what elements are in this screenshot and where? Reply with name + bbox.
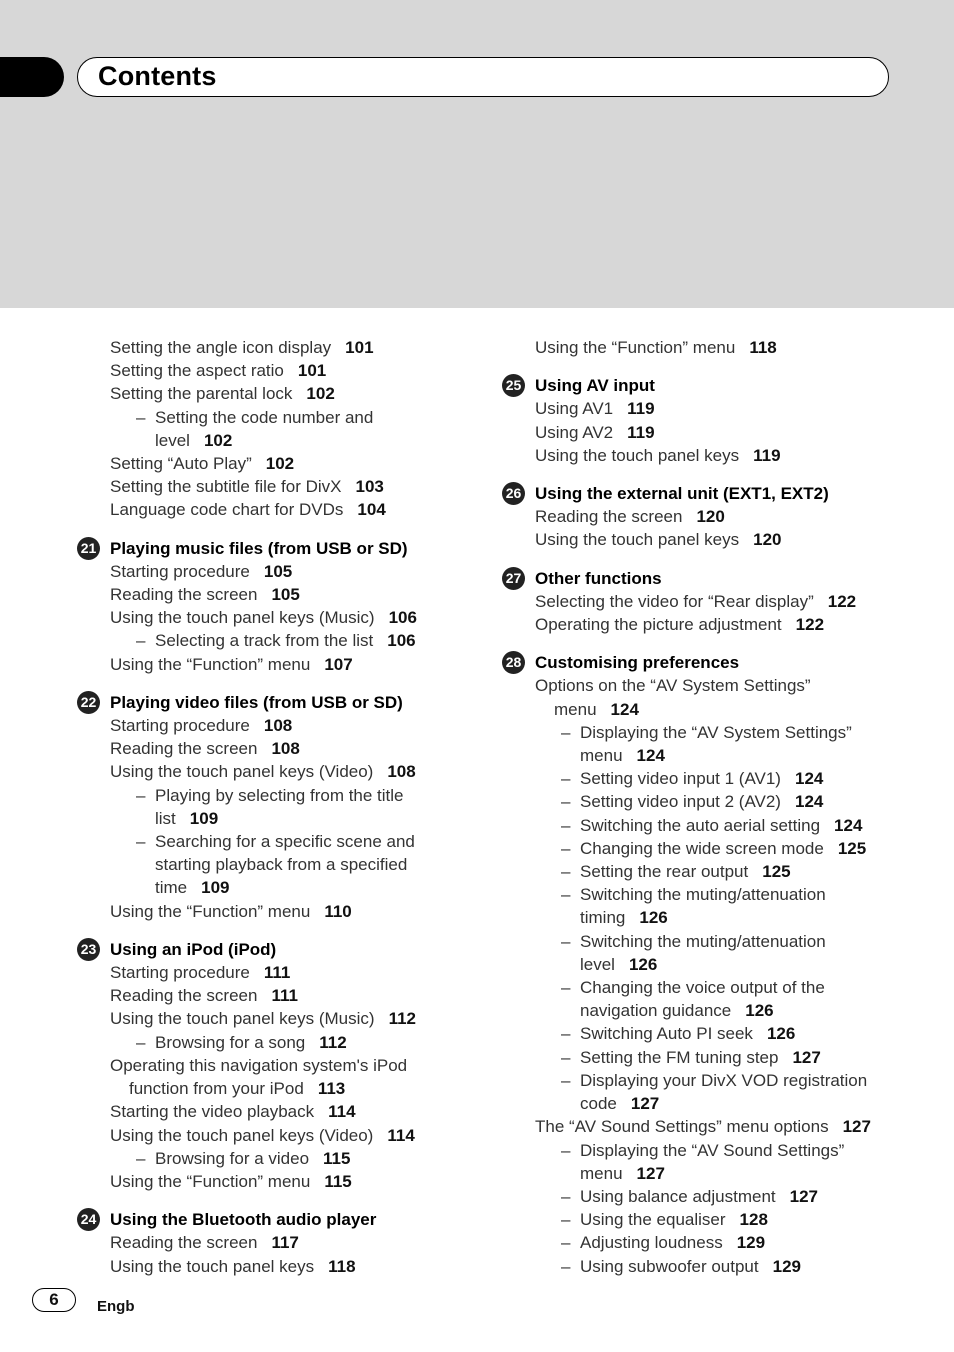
toc-subentry-continuation[interactable]: timing 126 <box>580 908 668 928</box>
toc-subentry[interactable]: – Displaying the “AV System Settings” <box>561 722 852 742</box>
toc-subentry[interactable]: – Using the equaliser 128 <box>561 1210 768 1230</box>
toc-entry[interactable]: Selecting the video for “Rear display” 122 <box>535 591 857 611</box>
toc-entry[interactable]: Language code chart for DVDs 104 <box>110 500 386 520</box>
toc-subentry-continuation[interactable]: navigation guidance 126 <box>580 1001 774 1021</box>
toc-subentry-continuation[interactable]: menu 124 <box>580 746 665 766</box>
toc-entry[interactable]: Using the touch panel keys 118 <box>110 1256 356 1276</box>
toc-entry[interactable]: Setting the parental lock 102 <box>110 384 335 404</box>
section-27 <box>502 567 922 637</box>
toc-subentry[interactable]: – Playing by selecting from the title <box>136 785 404 805</box>
toc-subentry[interactable]: – Selecting a track from the list 106 <box>136 631 416 651</box>
toc-subentry[interactable]: – Switching the muting/attenuation <box>561 931 826 951</box>
section-22 <box>77 691 477 923</box>
toc-entry[interactable]: Using the touch panel keys (Video) 108 <box>110 762 416 782</box>
toc-entry[interactable]: Using the touch panel keys 119 <box>535 445 781 465</box>
chapter-number-badge: 27 <box>502 567 525 590</box>
toc-entry[interactable]: Setting the angle icon display 101 <box>110 338 374 357</box>
toc-entry[interactable]: Using the “Function” menu 107 <box>110 654 353 674</box>
chapter-number-badge: 28 <box>502 651 525 674</box>
toc-subentry-continuation[interactable]: menu 127 <box>580 1163 665 1183</box>
language-code: Engb <box>97 1298 135 1315</box>
toc-entry[interactable]: Starting procedure 111 <box>110 963 291 983</box>
toc-entry[interactable]: Using AV1 119 <box>535 399 655 419</box>
toc-entry[interactable]: Using AV2 119 <box>535 422 655 442</box>
toc-entry[interactable]: Reading the screen 111 <box>110 986 298 1006</box>
page-title: Contents <box>98 61 217 91</box>
section-title[interactable]: 26 Using the external unit (EXT1, EXT2) <box>502 482 922 505</box>
toc-entry[interactable]: Starting procedure 105 <box>110 561 293 581</box>
toc-entry[interactable]: Reading the screen 108 <box>110 739 300 759</box>
toc-subentry[interactable]: – Setting the code number and <box>136 407 374 427</box>
toc-subentry[interactable]: – Displaying the “AV Sound Settings” <box>561 1140 845 1160</box>
toc-entry[interactable]: Using the “Function” menu 115 <box>110 1171 352 1191</box>
toc-entry-continuation[interactable]: function from your iPod 113 <box>129 1079 346 1099</box>
toc-entry[interactable]: Using the touch panel keys (Music) 106 <box>110 608 417 628</box>
toc-entry[interactable]: Using the touch panel keys (Music) 112 <box>110 1009 416 1029</box>
section-title[interactable]: 25 Using AV input <box>502 374 922 397</box>
section-title[interactable]: 21 Playing music files (from USB or SD) <box>77 537 477 560</box>
toc-subentry[interactable]: – Setting video input 1 (AV1) 124 <box>561 769 824 789</box>
section-21 <box>77 537 477 676</box>
toc-subentry[interactable]: – Searching for a specific scene and <box>136 832 415 852</box>
section-23 <box>77 938 477 1193</box>
section-title[interactable]: 23 Using an iPod (iPod) <box>77 938 477 961</box>
section-26 <box>502 482 922 552</box>
toc-right-column <box>502 336 922 1278</box>
section-title[interactable]: 28 Customising preferences <box>502 651 922 674</box>
toc-subentry[interactable]: – Using subwoofer output 129 <box>561 1256 801 1276</box>
toc-subentry[interactable]: – Switching Auto PI seek 126 <box>561 1024 796 1044</box>
toc-subentry[interactable]: – Changing the voice output of the <box>561 978 825 998</box>
header-tab <box>0 57 64 97</box>
section-title[interactable]: 22 Playing video files (from USB or SD) <box>77 691 477 714</box>
toc-entry[interactable]: Using the “Function” menu 110 <box>110 901 352 921</box>
toc-subentry-continuation[interactable]: code 127 <box>580 1094 660 1114</box>
toc-entry[interactable]: Starting the video playback 114 <box>110 1102 356 1122</box>
toc-subentry-continuation[interactable]: list 109 <box>155 808 219 828</box>
toc-entry[interactable]: Reading the screen 117 <box>110 1233 299 1253</box>
toc-subentry-continuation[interactable]: level 102 <box>155 430 233 450</box>
toc-subentry[interactable]: – Adjusting loudness 129 <box>561 1233 766 1253</box>
toc-entry[interactable]: Setting the subtitle file for DivX 103 <box>110 477 384 497</box>
toc-entry[interactable]: Reading the screen 120 <box>535 507 725 527</box>
chapter-number-badge: 25 <box>502 374 525 397</box>
toc-subentry[interactable]: – Using balance adjustment 127 <box>561 1186 818 1206</box>
toc-entry[interactable]: Reading the screen 105 <box>110 585 300 605</box>
toc-subentry-continuation[interactable]: time 109 <box>155 878 230 898</box>
section-title[interactable]: 24 Using the Bluetooth audio player <box>77 1208 477 1231</box>
section-24 <box>77 1208 477 1278</box>
chapter-number-badge: 22 <box>77 691 100 714</box>
toc-subentry[interactable]: – Switching the muting/attenuation <box>561 885 826 905</box>
toc-subentry[interactable]: – Displaying your DivX VOD registration <box>561 1070 868 1090</box>
title-box <box>77 57 889 97</box>
section-title[interactable]: 27 Other functions <box>502 567 922 590</box>
toc-entry[interactable]: Options on the “AV System Settings” <box>535 676 811 696</box>
toc-entry[interactable]: Setting “Auto Play” 102 <box>110 454 295 474</box>
toc-subentry[interactable]: – Setting video input 2 (AV2) 124 <box>561 792 824 812</box>
page-number-badge: 6 <box>32 1288 76 1312</box>
toc-left-column <box>77 336 477 1278</box>
chapter-number-badge: 26 <box>502 482 525 505</box>
toc-entry[interactable]: Using the touch panel keys (Video) 114 <box>110 1125 415 1145</box>
toc-entry[interactable]: Using the “Function” menu 118 <box>535 338 777 357</box>
toc-entry[interactable]: Operating the picture adjustment 122 <box>535 615 825 635</box>
toc-entry[interactable]: Setting the aspect ratio 101 <box>110 361 327 381</box>
toc-entry[interactable]: Operating this navigation system's iPod <box>110 1055 408 1075</box>
toc-entry-continuation[interactable]: menu 124 <box>554 699 639 719</box>
header-band <box>0 0 954 308</box>
toc-subentry-continuation[interactable]: level 126 <box>580 954 658 974</box>
chapter-number-badge: 24 <box>77 1208 100 1231</box>
chapter-number-badge: 21 <box>77 537 100 560</box>
toc-subentry[interactable]: – Switching the auto aerial setting 124 <box>561 815 863 835</box>
toc-subentry[interactable]: – Changing the wide screen mode 125 <box>561 838 867 858</box>
chapter-number-badge: 23 <box>77 938 100 961</box>
toc-entry[interactable]: Starting procedure 108 <box>110 716 293 736</box>
toc-subentry[interactable]: – Browsing for a song 112 <box>136 1032 347 1052</box>
toc-entry[interactable]: Using the touch panel keys 120 <box>535 530 782 550</box>
toc-subentry[interactable]: – Setting the rear output 125 <box>561 862 791 882</box>
toc-subentry[interactable]: – Browsing for a video 115 <box>136 1148 351 1168</box>
toc-subentry-continuation[interactable]: starting playback from a specified <box>155 855 408 875</box>
section-28 <box>502 651 922 1277</box>
toc-entry[interactable]: The “AV Sound Settings” menu options 127 <box>535 1117 871 1137</box>
toc-subentry[interactable]: – Setting the FM tuning step 127 <box>561 1047 821 1067</box>
section-25 <box>502 374 922 467</box>
